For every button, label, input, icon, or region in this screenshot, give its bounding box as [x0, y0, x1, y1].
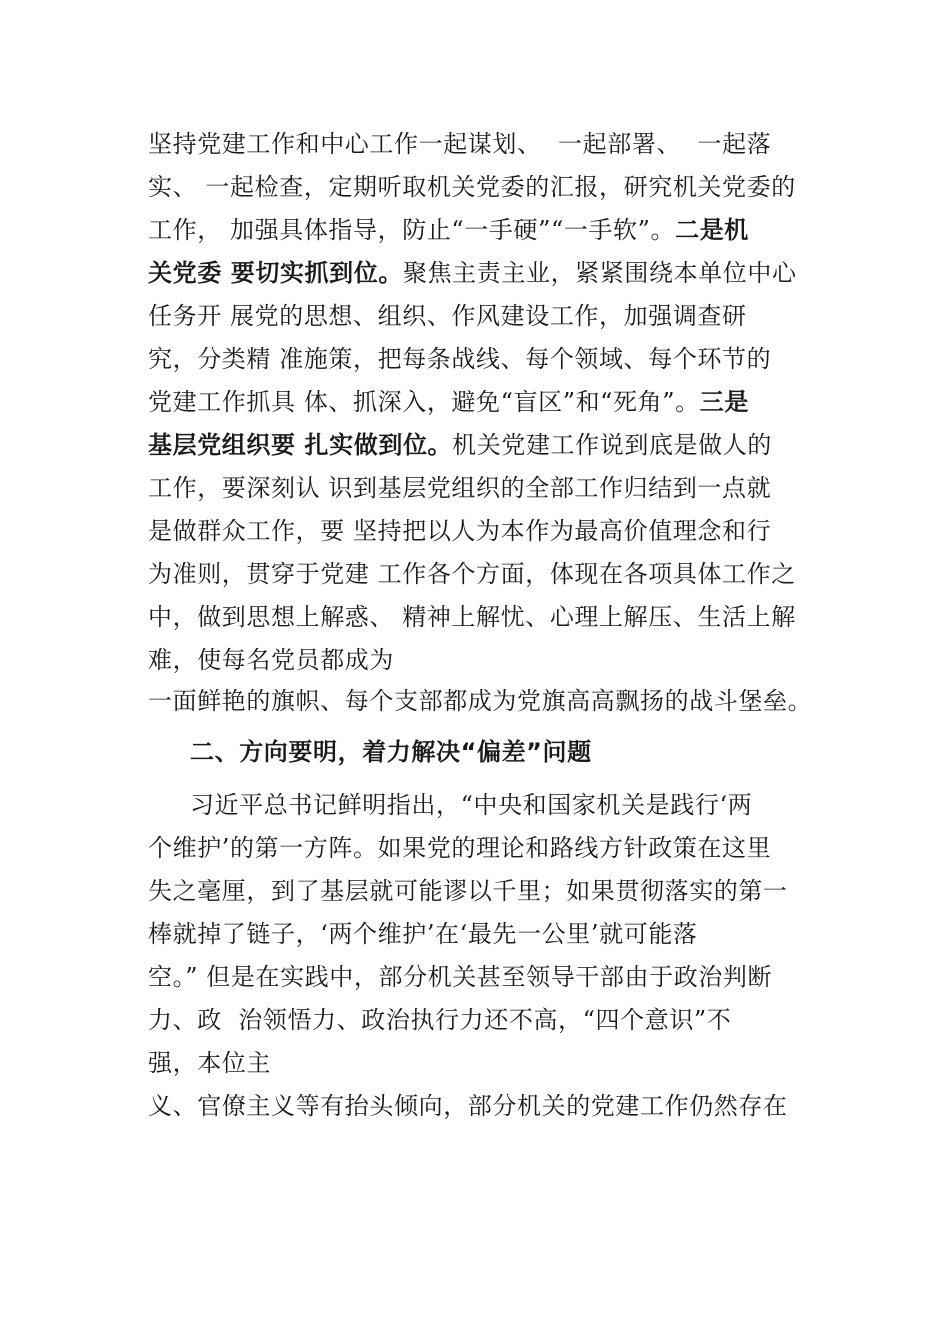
text-line: 个维护’的第一方阵。如果党的理论和路线方针政策在这里 [148, 834, 772, 862]
text-span: 聚焦主责主业，紧紧围绕本单位中心 [402, 259, 797, 287]
text-line: 强，本位主 [148, 1049, 271, 1077]
text-line [148, 387, 749, 417]
section-heading: 二、方向要明，着力解决“偏差”问题 [190, 738, 592, 766]
text-line: 习近平总书记鲜明指出，“中央和国家机关是践行‘两 [190, 791, 753, 819]
text-span: 党建工作抓具 体、抓深入，避免“盲区”和“死角”。 [148, 388, 700, 416]
text-line: 中，做到思想上解惑、 精神上解忧、心理上解压、生活上解 [148, 603, 796, 631]
text-line: 是做群众工作，要 坚持把以人为本作为最高价值理念和行 [148, 517, 772, 545]
text-line: 工作，要深刻认 识到基层党组织的全部工作归结到一点就 [148, 474, 772, 502]
text-line: 失之毫厘，到了基层就可能谬以千里；如果贯彻落实的第一 [148, 877, 788, 905]
text-span: 机关党建工作说到底是做人的 [452, 431, 772, 459]
text-line: 一面鲜艳的旗帜、每个支部都成为党旗高高飘扬的战斗堡垒。 [148, 687, 813, 715]
bold-text-span: 三是 [699, 388, 749, 416]
text-line [148, 215, 749, 245]
text-line: 究，分类精 准施策，把每条战线、每个领域、每个环节的 [148, 345, 772, 373]
text-line: 任务开 展党的思想、组织、作风建设工作，加强调查研 [148, 302, 747, 330]
text-line: 义、官僚主义等有抬头倾向，部分机关的党建工作仍然存在 [148, 1092, 788, 1120]
text-span: 工作， 加强具体指导，防止“一手硬”“一手软”。 [148, 216, 676, 244]
text-line: 难，使每名党员都成为 [148, 646, 394, 674]
bold-text-span: 关党委 要切实抓到位。 [148, 259, 403, 287]
text-line: 实、 一起检查，定期听取机关党委的汇报，研究机关党委的 [148, 173, 796, 201]
text-line: 空。” 但是在实践中，部分机关甚至领导干部由于政治判断 [148, 963, 773, 991]
bold-text-span: 二是机 [675, 216, 749, 244]
text-line [148, 430, 772, 460]
text-line [148, 258, 797, 288]
text-line: 为准则，贯穿于党建 工作各个方面，体现在各项具体工作之 [148, 560, 796, 588]
text-line: 坚持党建工作和中心工作一起谋划、 一起部署、 一起落 [148, 130, 772, 158]
bold-text-span: 基层党组织要 扎实做到位。 [148, 431, 453, 459]
text-line: 力、政 治领悟力、政治执行力还不高，“四个意识”不 [148, 1006, 732, 1034]
text-line: 棒就掉了链子，‘两个维护’在‘最先一公里’就可能落 [148, 920, 698, 948]
